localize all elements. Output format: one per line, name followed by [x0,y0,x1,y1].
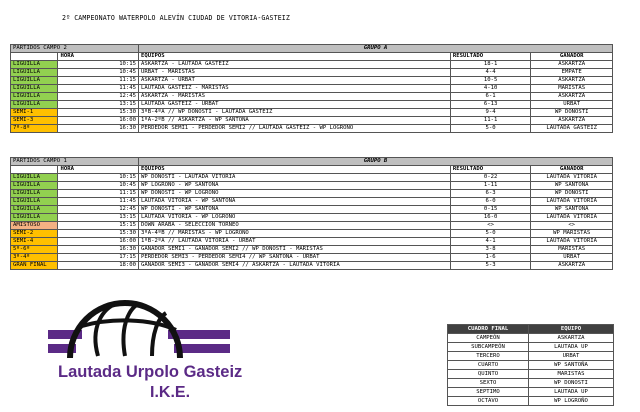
match-phase: LIGUILLA [11,69,58,77]
final-standings-table [447,324,614,406]
final-team: LAUTADA UP [529,343,614,352]
match-phase: 3º-4º [11,254,58,262]
match-row [11,206,613,214]
match-phase: SEMI-2 [11,230,58,238]
match-time: 10:45 [58,69,139,77]
final-position: CUARTO [448,361,529,370]
match-teams: LAUTADA GASTEIZ - MARISTAS [139,85,451,93]
match-winner: <> [531,222,613,230]
match-row [11,125,613,133]
match-time: 15:30 [58,230,139,238]
final-row [448,334,614,343]
match-phase: SEMI-1 [11,109,58,117]
match-winner: WP DONOSTI [531,109,613,117]
match-winner: WP MARISTAS [531,230,613,238]
group-a-table [10,44,613,133]
match-result: 6-13 [450,101,531,109]
col-resultado: RESULTADO [450,166,531,174]
match-phase: LIGUILLA [11,206,58,214]
match-time: 10:45 [58,182,139,190]
match-result: 18-1 [450,61,531,69]
match-result: 6-0 [450,198,531,206]
match-row [11,238,613,246]
match-winner: LAUTADA VITORIA [531,214,613,222]
final-row [448,379,614,388]
final-team: MARISTAS [529,370,614,379]
match-phase: LIGUILLA [11,182,58,190]
match-row [11,109,613,117]
final-row [448,352,614,361]
match-time: 11:45 [58,85,139,93]
match-time: 11:15 [58,190,139,198]
match-result: 5-0 [450,230,531,238]
match-result: 1-6 [450,254,531,262]
match-winner: EMPATE [531,69,613,77]
match-teams: WP DONOSTI - WP SANTOÑA [139,206,451,214]
match-result: 5-3 [450,262,531,270]
col-equipos: EQUIPOS [139,166,451,174]
match-phase: LIGUILLA [11,61,58,69]
group-b-table [10,157,613,270]
final-position: SEXTO [448,379,529,388]
match-teams: ASKARTZA - URBAT [139,77,451,85]
match-phase: LIGUILLA [11,93,58,101]
match-teams: URBAT - MARISTAS [139,69,451,77]
match-phase: LIGUILLA [11,190,58,198]
match-row [11,182,613,190]
match-winner: LAUTADA VITORIA [531,174,613,182]
final-row [448,343,614,352]
col-equipos: EQUIPOS [139,53,451,61]
match-time: 15:30 [58,109,139,117]
match-phase: AMISTOSO [11,222,58,230]
col-phase [11,166,58,174]
final-team: ASKARTZA [529,334,614,343]
match-row [11,69,613,77]
match-time: 12:45 [58,206,139,214]
match-result: 6-1 [450,93,531,101]
final-team: URBAT [529,352,614,361]
match-phase: 7º-8º [11,125,58,133]
match-teams: GANADOR SEMI1 - GANADOR SEMI2 // WP DONOSTI - MARISTAS [139,246,451,254]
campo-label: PARTIDOS CAMPO 1 [11,158,139,166]
match-row [11,254,613,262]
match-row [11,101,613,109]
match-phase: LIGUILLA [11,198,58,206]
match-time: 16:30 [58,246,139,254]
match-winner: LAUTADA VITORIA [531,198,613,206]
match-row [11,85,613,93]
match-row [11,222,613,230]
match-teams: 3ºB-4ºA // WP DONOSTI - LAUTADA GASTEIZ [139,109,451,117]
match-teams: LAUTADA GASTEIZ - URBAT [139,101,451,109]
match-phase: LIGUILLA [11,214,58,222]
match-row [11,190,613,198]
final-team: WP SANTOÑA [529,361,614,370]
match-teams: 1ºB-2ºA // LAUTADA VITORIA - URBAT [139,238,451,246]
match-teams: LAUTADA VITORIA - WP LOGROÑO [139,214,451,222]
match-row [11,77,613,85]
match-result: 16-0 [450,214,531,222]
final-row [448,370,614,379]
final-header-position: CUADRO FINAL [448,325,529,334]
final-team: LAUTADA UP [529,388,614,397]
match-winner: URBAT [531,101,613,109]
match-phase: LIGUILLA [11,85,58,93]
logo-suffix: I.K.E. [150,384,191,401]
match-time: 18:00 [58,262,139,270]
match-result: <> [450,222,531,230]
group-label: GRUPO A [139,45,613,53]
match-winner: WP DONOSTI [531,190,613,198]
final-position: SUBCAMPEÓN [448,343,529,352]
match-teams: 3ºA-4ºB // MARISTAS - WP LOGROÑO [139,230,451,238]
match-teams: 1ºA-2ºB // ASKARTZA - WP SANTOÑA [139,117,451,125]
match-result: 4-10 [450,85,531,93]
match-time: 16:00 [58,117,139,125]
match-row [11,262,613,270]
final-position: QUINTO [448,370,529,379]
match-winner: MARISTAS [531,85,613,93]
match-phase: LIGUILLA [11,174,58,182]
match-result: 11-1 [450,117,531,125]
match-winner: ASKARTZA [531,61,613,69]
match-winner: LAUTADA GASTEIZ [531,125,613,133]
final-header-team: EQUIPO [529,325,614,334]
match-result: 4-1 [450,238,531,246]
match-teams: GANADOR SEMI3 - GANADOR SEMI4 // ASKARTZA - LAUTADA VITORIA [139,262,451,270]
final-row [448,361,614,370]
match-row [11,61,613,69]
match-phase: LIGUILLA [11,101,58,109]
final-position: CAMPEÓN [448,334,529,343]
match-phase: LIGUILLA [11,77,58,85]
match-time: 13:15 [58,101,139,109]
match-time: 10:15 [58,174,139,182]
match-teams: PERDEDOR SEMI3 - PERDEDOR SEMI4 // WP SANTOÑA - URBAT [139,254,451,262]
col-phase [11,53,58,61]
match-phase: SEMI-4 [11,238,58,246]
col-ganador: GANADOR [531,53,613,61]
match-time: 11:15 [58,77,139,85]
final-position: SEPTIMO [448,388,529,397]
match-row [11,230,613,238]
final-position: TERCERO [448,352,529,361]
match-result: 0-22 [450,174,531,182]
match-winner: ASKARTZA [531,93,613,101]
match-time: 16:30 [58,125,139,133]
match-result: 0-15 [450,206,531,214]
match-result: 9-4 [450,109,531,117]
final-team: WP DONOSTI [529,379,614,388]
match-winner: WP SANTOÑA [531,206,613,214]
match-row [11,198,613,206]
match-winner: ASKARTZA [531,77,613,85]
match-row [11,174,613,182]
match-winner: WP SANTOÑA [531,182,613,190]
campo-label: PARTIDOS CAMPO 2 [11,45,139,53]
match-row [11,93,613,101]
final-position: OCTAVO [448,397,529,406]
match-row [11,246,613,254]
match-result: 5-0 [450,125,531,133]
match-result: 3-8 [450,246,531,254]
match-row [11,214,613,222]
match-result: 1-11 [450,182,531,190]
match-phase: SEMI-3 [11,117,58,125]
match-winner: URBAT [531,254,613,262]
col-hora: HORA [58,53,139,61]
match-teams: WP DONOSTI - WP LOGROÑO [139,190,451,198]
group-label: GRUPO B [139,158,613,166]
match-result: 4-4 [450,69,531,77]
match-phase: 5º-6º [11,246,58,254]
col-ganador: GANADOR [531,166,613,174]
match-teams: PERDEDOR SEMI1 - PERDEDOR SEMI2 // LAUTADA GASTEIZ - WP LOGROÑO [139,125,451,133]
match-teams: ASKARTZA - MARISTAS [139,93,451,101]
match-time: 16:00 [58,238,139,246]
final-team: WP LOGROÑO [529,397,614,406]
match-time: 11:45 [58,198,139,206]
match-winner: LAUTADA VITORIA [531,238,613,246]
match-time: 12:45 [58,93,139,101]
match-winner: ASKARTZA [531,262,613,270]
match-teams: DOWN ARABA - SELECCIÓN TORNEO [139,222,451,230]
match-row [11,117,613,125]
match-time: 13:15 [58,214,139,222]
match-winner: ASKARTZA [531,117,613,125]
match-time: 17:15 [58,254,139,262]
match-result: 6-3 [450,190,531,198]
match-teams: ASKARTZA - LAUTADA GASTEIZ [139,61,451,69]
match-teams: WP DONOSTI - LAUTADA VITORIA [139,174,451,182]
match-teams: WP LOGROÑO - WP SANTOÑA [139,182,451,190]
match-time: 15:15 [58,222,139,230]
ball-seam-2 [123,304,138,356]
match-phase: GRAN FINAL [11,262,58,270]
logo-name: Lautada Urpolo Gasteiz [58,363,243,381]
col-hora: HORA [58,166,139,174]
col-resultado: RESULTADO [450,53,531,61]
page-title: 2º CAMPEONATO WATERPOLO ALEVÍN CIUDAD DE VITORIA-GASTEIZ [62,14,290,22]
final-row [448,388,614,397]
match-result: 10-5 [450,77,531,85]
match-winner: MARISTAS [531,246,613,254]
match-teams: LAUTADA VITORIA - WP SANTOÑA [139,198,451,206]
final-row [448,397,614,406]
match-time: 10:15 [58,61,139,69]
